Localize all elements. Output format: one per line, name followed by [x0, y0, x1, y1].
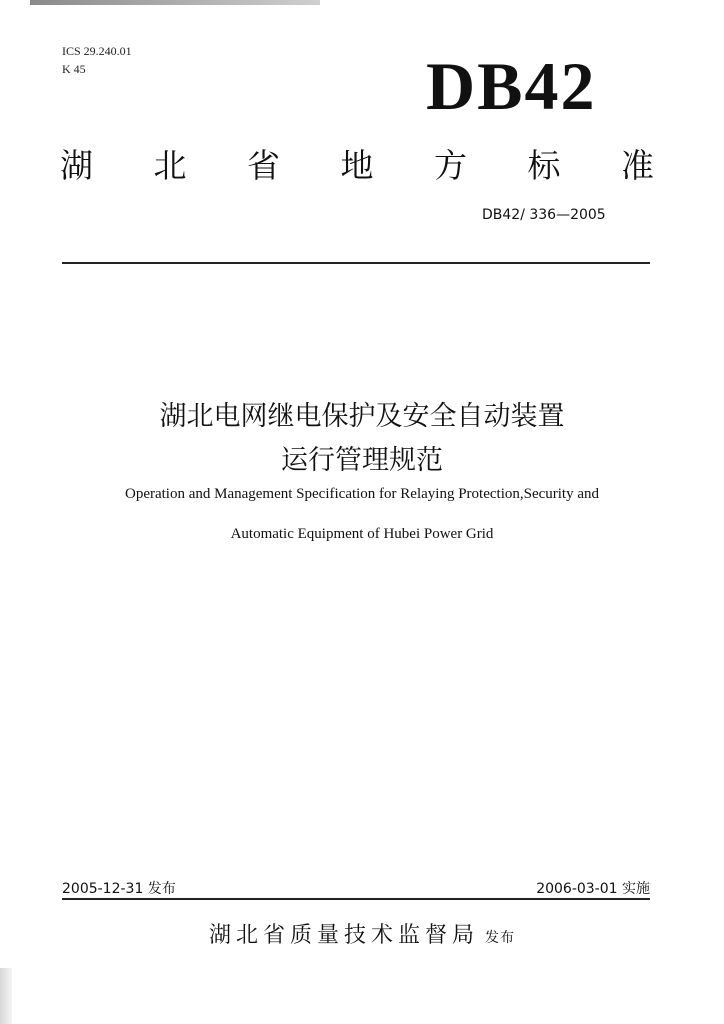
ccs-code: K 45 [62, 62, 86, 76]
standard-title-char: 标 [527, 145, 561, 185]
standard-number: DB42/ 336—2005 [482, 207, 606, 223]
standard-title-char: 地 [340, 145, 374, 185]
standard-title-char: 湖 [60, 145, 93, 185]
standard-title-char: 北 [153, 145, 187, 185]
ics-code: ICS 29.240.01 [62, 44, 132, 58]
db-logo: DB42 [426, 48, 597, 124]
issuer-line [0, 918, 724, 949]
chinese-title-line-2: 运行管理规范 [281, 445, 443, 476]
issuer-suffix: 发布 [485, 930, 515, 946]
english-title-line-2: Automatic Equipment of Hubei Power Grid [230, 526, 494, 542]
english-title-line-1: Operation and Management Specification for Relaying Protection,Security and [124, 486, 600, 502]
issuer-name: 湖北省质量技术监督局 [208, 923, 479, 948]
scan-edge-left [0, 968, 12, 1024]
chinese-title-line-1: 湖北电网继电保护及安全自动装置 [159, 401, 565, 432]
top-divider [62, 262, 650, 264]
standard-title-char: 方 [434, 145, 467, 185]
scan-edge-top [30, 0, 320, 5]
standard-type-title [60, 140, 654, 186]
standard-title-char: 准 [621, 145, 654, 185]
standard-title-char: 省 [247, 145, 280, 185]
implementation-date: 2006-03-01 实施 [536, 881, 650, 897]
issue-date: 2005-12-31 发布 [62, 881, 176, 897]
bottom-divider [62, 898, 650, 900]
